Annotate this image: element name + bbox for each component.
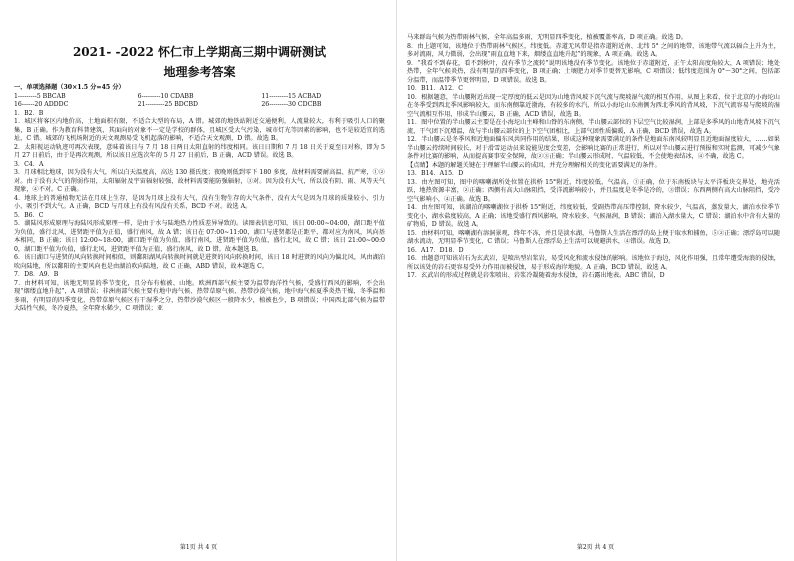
answer-row <box>14 101 385 110</box>
answer-cell: 16------20 ADDDC <box>14 101 69 108</box>
paragraph: 7．D8．A9．B <box>14 271 59 278</box>
paragraph: 8．由上题可知，该地位于热带雨林气候区，纬度低。赤道无风带是指赤道附近南、北纬 5° 之间的地带，该地带气流以辐合上升为主，多对流雨，风力微弱，会出现“雨直直地下来，烟缕直直地升起”的现象，A 项正确。故选 A。 <box>407 42 780 58</box>
paragraph: 13．B14．A15．D <box>407 170 464 177</box>
page-footer: 第1页 共 4 页 <box>179 544 218 551</box>
paragraph: 3．月球相比地球，因为没有大气，所以白天温度高，高达 130 摄氏度；夜晚则低到零下 180 多度，故材料需要耐高温、抗严寒，①②对。由于没有大气的削弱作用，太阳辐射及宇宙辐射较强，故材料需要能防强辐射，③对。因为没有大气，所以没有阴、雨、风等天气现象，④不对。C 正确。 <box>14 169 385 193</box>
answer-row <box>14 93 385 102</box>
paragraph: 1．城区将客区内地价高，土地面积有限，不适合大型的布局，A 错。城郊的地铁站附近交通便利，人流量较大，有利于吸引人口的聚集，B 正确。作为教育科普建筑，其面向的对象不一定是学校的群体，且城区受大气污染，城市灯光等因素的影响，也不是较适宜的选址，C 错。城郊的飞机场附近的天文观测易受飞机起落的影响，不适合天文观测，D 错。故选 B。 <box>14 118 385 142</box>
paragraph: 16．A17．D18．D <box>407 246 464 254</box>
paragraph: 7．由材料可知，该地无明显的季节变化，且分布有植被、山地。欧洲西部气候主要为温带海洋性气候，受盛行西风的影响，不会出现“烟缕直地升起”，A 项错误；非洲南部气候主要有地中海气候、热带草原气候、热带沙漠气候，地中海气候夏季炎热干燥，冬季温和多雨，有明显的四季变化，热带草原气候区有干湿季之分，热带沙漠气候区一般降水少，植被也少，B 项错误；中国西北部气候为温带大陆性气候，冬冷夏热，全年降水稀少，C 项错误；亚 <box>14 279 385 312</box>
paragraph: 10．B11．A12．C <box>407 85 463 92</box>
paragraph: 11．图中位置的半山腰云主要是在小海坨山主峰和山脊的东南侧，半山腰云部位的下层空气比较湿润，上部是多季风的山地背风坡下沉气流，干气团下沉增温，故与半山腰云部位的上下空气团相比，上部气团性质偏暖，A 正确，BCD 错误，故选 A。 <box>407 119 780 135</box>
answer-cell: 21---------25 BDCBD <box>137 101 198 108</box>
paragraph: 12．半山腰云是冬季风和近地面偏东风共同作用的结果，形成这种现象需要满足的条件是地面东南风较明显且近地面湿度较大，……如果半山腰云持续时间较长，对于滑雪运动员来说能见度会变差，会影响比赛的正常进行，所以对半山腰云进行预报和实时监测，可减少气象条件对比赛的影响，从而提高赛事安全保障，故②③正确；半山腰云形成时，气温较低，不会使地表结冰，④不确，故选 C。 <box>407 136 780 160</box>
paragraph: 【点睛】本题的解题关键在于理解半山腰云的成因，并充分理解相关的变化需要满足的条件。 <box>407 161 661 169</box>
paragraph: 16．由题意可知该岩石为玄武岩，是喷出型岩浆岩，易受风化和流水侵蚀的影响。该地位于海边，风化作用强，且常年遭受海浪的侵蚀，所以该处的岩石更容易受外力作用而被侵蚀，易于形成海岸地貌。A 正确，BCD 错误，故选 A。 <box>407 255 780 271</box>
answer-key-subtitle: 地理参考答案 <box>163 65 236 79</box>
paragraph: 1．B2．B <box>14 109 44 117</box>
paragraph: 9．“我看不到春花，看不到秋叶，没有季节之流转”说明该地没有季节变化。该地位于赤道附近，正午太阳高度角较大，A 项错误；地处热带，全年气候炎热，没有明显的四季变化，B 项正确；土壤肥力对季节更替无影响，C 项错误；低纬度范围为 0°～30°之间，包括部分温带，而温带季节更替明显，D 项错误。故选 B。 <box>407 59 780 84</box>
paragraph: 15．由材料可知，喀喇湖有溶洞景观，终年不冻，并且是淡水湖，马鲁斯人生活在漂浮的岛上便于取水和捕鱼，⑤②正确；漂浮岛可以随湖水流动，无明显季节变化，C 错误；马鲁斯人在漂浮岛上生活可以规避洪水，④错误。故选 D。 <box>407 229 780 245</box>
paragraph: 5．湖陆风形成原理与海陆风形成原理一样，是由于水与陆地热力性质差异导致的。读图表信息可知，该日 00:00~04:00，湖口距平值为负值，盛行北风，进贤距平值为正值，盛行南风，故 A 错；该日在 07:00~11:00，湖口与进贤都是正距平，都对应为南风，风向基本相同，B 正确；该日 12:00~18:00，湖口距平值为负值，盛行南风，进贤距平值为负值，盛行北风，故 C 错；该日 21:00~00:00，湖口距平值为负值，盛行北风，进贤距平值为正值，盛行南风，故 D 错。故本题选 B。 <box>14 220 385 253</box>
exam-title: 2021- -2022 怀仁市上学期高三期中调研测试 <box>72 45 327 59</box>
paragraph: 3．C4．A <box>14 160 44 168</box>
answer-cell: 26---------30 CDCBB <box>261 101 322 108</box>
answer-cell: 11---------15 ACBAD <box>261 92 322 100</box>
section-heading: 一、单项选择题（30×1.5 分=45 分） <box>14 84 125 91</box>
paragraph: 13．由左图可知，图中的喀喇湖所处位置在拱桥 15°附近，纬度较低，气温高，①正确，位于东南板块与太平洋板块交界处，地壳活跃，地热资源丰富，②正确；西侧有高大山脉阻挡，受洋流影响较小，并且温度是冬季是冷的，③错误；东西两侧有高大山脉阻挡，受冷空气影响小，④正确。故选 B。 <box>407 178 780 203</box>
paragraph: 2．太阳视运动轨迹可再次表现，意味着该日与 7 月 18 日两日太阳直射的纬度相同。该日日期和 7 月 18 日关于夏至日对称，即为 5 月 27 日前后，由于是再次观测，所以该日应选次年的 5 月 27 日前后，B 正确，ACD 错误。故选 B。 <box>14 143 385 159</box>
right-page <box>397 0 794 561</box>
paragraph: 4．地球上的普通植物无法在月球上生存，是因为月球上没有大气，没有生物生存的大气条件，没有大气是因为月球的质量较小，引力小，吸引不到大气。A 正确，BCD 与月球上有没有风没有关系，BCD 不对。故选 A。 <box>14 194 385 210</box>
paragraph: 17．玄武岩的形成过程就是岩浆喷出、岩浆冷凝随着海水侵蚀，岩石露出地表。ABC 错误，D <box>407 272 665 279</box>
paragraph: 10．根据题意，半山腰附近出现一定厚度的低云是因为山地背风坡下沉气流与爬坡湿气流的相互作用，从图上来看，位于北京的小海坨山在冬季受到西北季风影响较大，而东南侧靠近渤海，有较多的水汽，所以小海坨山东南侧为西北季风的背风坡，下沉气流容易与爬坡的湿空气流相互作用，形成半山腰云，B 正确，ACD 错误，故选 B。 <box>407 93 780 118</box>
answer-cell: 1---------5 BBCAB <box>14 92 66 100</box>
answer-cell: 6---------10 CDABB <box>137 92 194 100</box>
paragraph: 14．由左图可知，该湖泊的喀喇湖位于拱桥 15°附近，纬度较低，受副热带高压带控制，降水较少，气温高，蒸发量大，湖泊水位季节变化小，湖水盐度较高，A 正确；该地受盛行西风影响，降水较多，气候湿润，B 错误；湖泊入湖水量大，C 错误；湖泊水中含有大量的矿物质，D 错误。故选 A。 <box>407 204 780 228</box>
paragraph: 5．B6．C <box>14 211 44 219</box>
paragraph: 6．该日湖口与进贤的风向转换时间相似，则鄱阳湖风向转换时间就是进贤的风向转换时间，该日 18 时进贤的风向为偏北风，风由湖泊吹向陆地，所以鄱阳的主要风向也是由湖泊吹向陆地，故 C 正确，ABD 错误，故本题选 C。 <box>14 254 385 270</box>
paragraph: 马来群岛气候为热带雨林气候，全年高温多雨，无明显四季变化，植被覆盖率高，D 项正确。故选 D。 <box>407 34 687 41</box>
page-footer: 第2页 共 4 页 <box>576 544 615 551</box>
